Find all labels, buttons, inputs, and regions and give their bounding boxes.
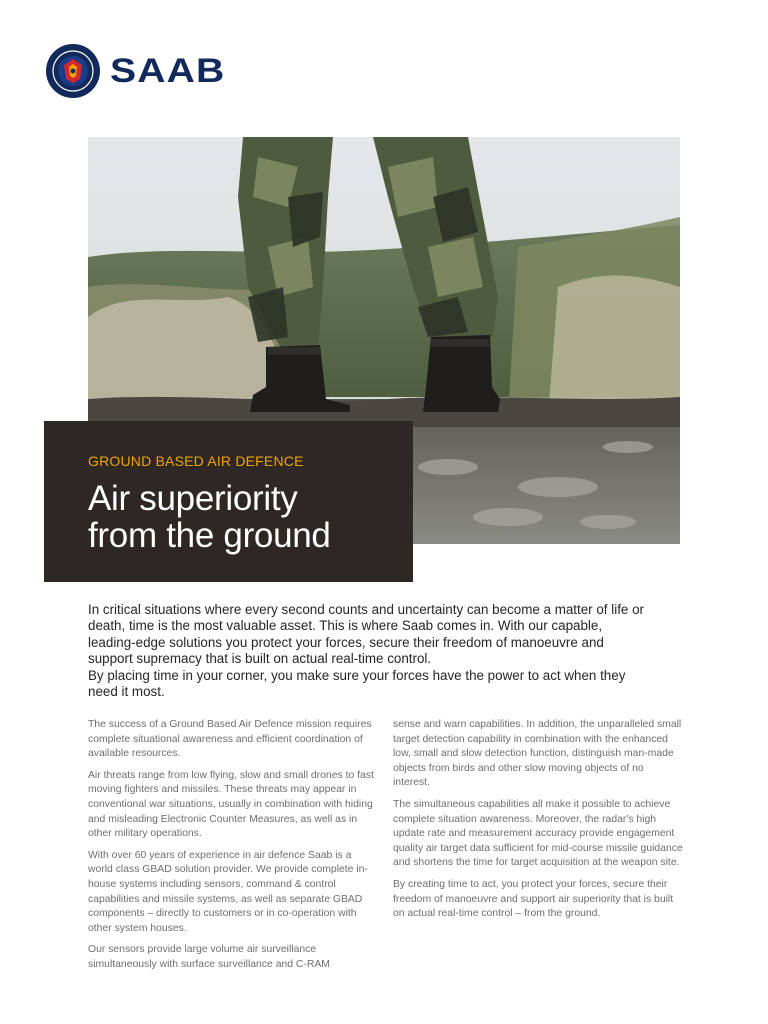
page-title-line-2: from the ground	[88, 516, 331, 555]
title-panel	[44, 421, 413, 582]
body-paragraph: By creating time to act, you protect your forces, secure their freedom of manoeuvre and support air superiority that is built on actual real-time control – from the ground.	[393, 878, 674, 920]
body-column-left	[88, 718, 378, 980]
saab-emblem-icon	[44, 43, 102, 99]
body-paragraph: The success of a Ground Based Air Defence mission requires complete situational awareness and efficient coordination of available resources.	[88, 719, 372, 760]
saab-logo	[44, 43, 234, 99]
body-paragraph: With over 60 years of experience in air defence Saab is a world class GBAD solution provider. We provide complete in-house systems including sensors, command & control capabilities and missile systems, as well as separate GBAD components – directly to customers or in co-operation with other system houses.	[88, 849, 368, 934]
page-title-line-1: Air superiority	[88, 479, 298, 518]
body-paragraph: sense and warn capabilities. In addition, the unparalleled small target detection capability in combination with the enhanced low, small and slow detection function, distinguish man-made objects from birds and other slow moving objects of no interest.	[393, 719, 682, 789]
body-paragraph: Air threats range from low flying, slow and small drones to fast moving fighters and missiles. These threats may appear in conventional war situations, usually in combination with hiding and misleading Electronic Counter Measures, as well as in other military operations.	[88, 769, 374, 840]
body-paragraph: The simultaneous capabilities all make it possible to achieve complete situation awareness. Moreover, the radar's high update rate and measurement accuracy provide engagement quality air target data sufficient for mid-course missile guidance and shortens the time for target acquisition at the weapon site.	[393, 798, 683, 869]
intro-paragraph-2: By placing time in your corner, you make sure your forces have the power to act when they need it most.	[88, 668, 626, 700]
section-kicker: GROUND BASED AIR DEFENCE	[88, 453, 304, 469]
intro-text	[88, 602, 648, 702]
saab-wordmark: SAAB	[110, 52, 226, 90]
intro-paragraph-1: In critical situations where every second counts and uncertainty can become a matter of life or death, time is the most valuable asset. This is where Saab comes in. With our capable, leading-edge solutions you protect your forces, secure their freedom of manoeuvre and support supremacy that is built on actual real-time control.	[88, 602, 644, 666]
body-paragraph: Our sensors provide large volume air surveillance simultaneously with surface surveillance and C-RAM	[88, 944, 330, 970]
body-column-right	[393, 718, 683, 929]
page-title	[88, 480, 413, 554]
